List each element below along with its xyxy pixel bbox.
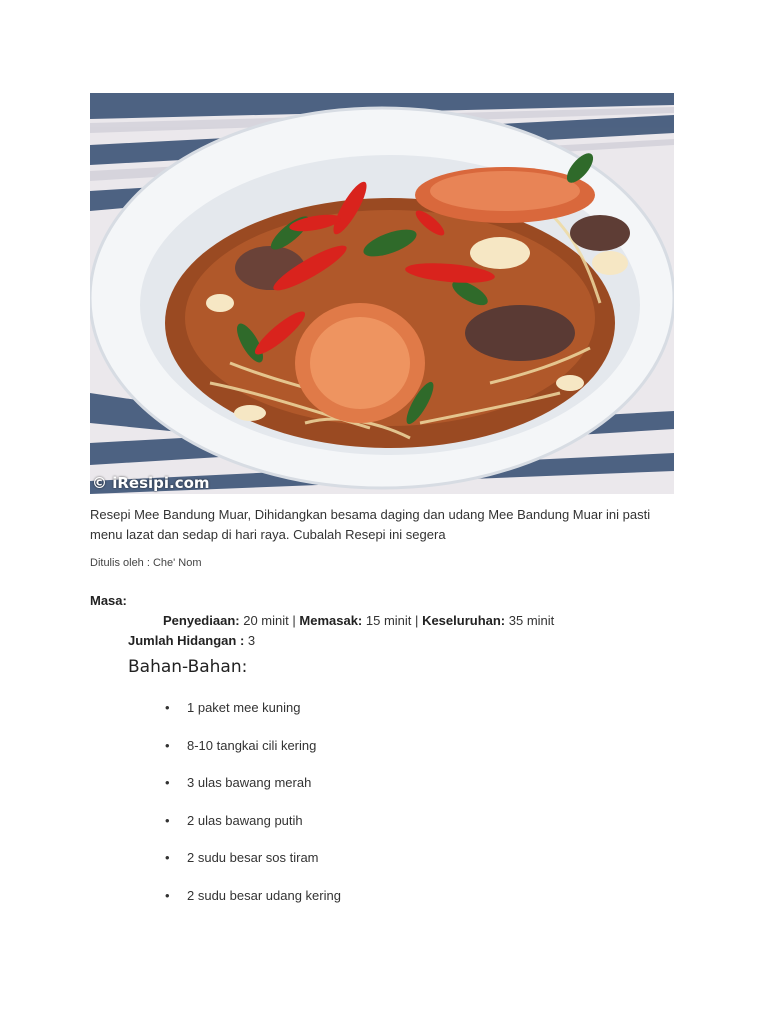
ingredients-list <box>163 699 341 925</box>
ingredient-text: 1 paket mee kuning <box>187 700 301 715</box>
bullet-icon: • <box>165 775 170 791</box>
servings-value: 3 <box>247 633 256 648</box>
list-item <box>163 812 341 850</box>
ingredient-text: 2 sudu besar sos tiram <box>187 850 319 866</box>
prep-time-label: Penyediaan: <box>163 613 240 628</box>
bullet-icon: • <box>165 812 170 828</box>
prep-time-value: 20 minit <box>243 613 289 628</box>
mee-bandung-dish-illustration <box>90 93 674 494</box>
cook-time-label: Memasak: <box>299 613 363 628</box>
ingredient-text: 3 ulas bawang merah <box>187 775 312 791</box>
list-item <box>163 774 341 812</box>
cook-time-value: 15 minit <box>365 613 412 628</box>
recipe-description: Resepi Mee Bandung Muar, Dihidangkan besama daging dan udang Mee Bandung Muar ini pasti menu lazat dan sedap di hari raya. Cubalah Resepi ini segera <box>90 507 651 542</box>
bullet-icon: • <box>165 887 170 903</box>
bullet-icon: • <box>165 850 170 866</box>
photo-watermark: © iResipi.com <box>92 474 210 492</box>
recipe-photo <box>90 93 674 494</box>
servings <box>128 633 255 648</box>
ingredient-text: 8-10 tangkai cili kering <box>187 737 317 753</box>
time-separator: | <box>292 613 296 628</box>
time-section-label: Masa: <box>90 593 127 608</box>
author-byline: Ditulis oleh : Che' Nom <box>90 557 202 569</box>
ingredients-heading: Bahan-Bahan: <box>128 657 248 677</box>
ingredient-text: 2 ulas bawang putih <box>187 812 303 828</box>
list-item <box>163 887 341 925</box>
list-item <box>163 849 341 887</box>
total-time-label: Keseluruhan: <box>422 613 506 628</box>
bullet-icon: • <box>165 700 170 715</box>
recipe-times <box>163 613 554 628</box>
time-separator: | <box>415 613 419 628</box>
list-item <box>163 737 341 775</box>
total-time-value: 35 minit <box>508 613 555 628</box>
ingredient-text: 2 sudu besar udang kering <box>187 887 341 903</box>
servings-label: Jumlah Hidangan : <box>128 633 245 648</box>
bullet-icon: • <box>165 737 170 753</box>
list-item <box>163 699 341 737</box>
